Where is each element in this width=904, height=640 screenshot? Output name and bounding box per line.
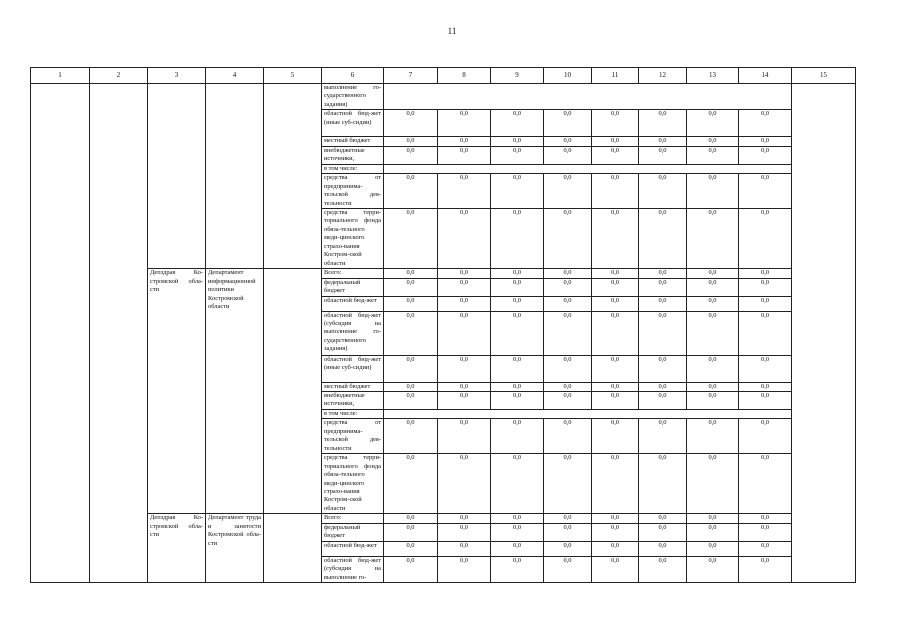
value-cell: 0,0: [639, 541, 687, 556]
value-cell: 0,0: [544, 419, 592, 454]
table-row: [31, 84, 856, 110]
funding-source: федеральный бюджет: [322, 278, 384, 296]
value-cell: 0,0: [491, 454, 544, 514]
value-cell: 0,0: [592, 146, 639, 164]
value-cell: 0,0: [592, 556, 639, 582]
funding-source: областной бюд-жет (субсидия на выполнение го-: [322, 556, 384, 582]
value-cell: 0,0: [592, 137, 639, 146]
value-cell: 0,0: [384, 311, 438, 355]
value-cell: 0,0: [544, 174, 592, 209]
value-cell: 0,0: [687, 355, 739, 382]
value-cell: 0,0: [639, 278, 687, 296]
value-cell: 0,0: [592, 278, 639, 296]
funding-source: выполнение го-сударственного задания): [322, 84, 384, 110]
value-cell: 0,0: [739, 208, 792, 268]
value-cell: 0,0: [491, 174, 544, 209]
value-cell: 0,0: [438, 269, 491, 278]
value-cell: 0,0: [739, 174, 792, 209]
value-cell: 0,0: [739, 296, 792, 311]
value-cell: 0,0: [384, 523, 438, 541]
funding-source: областной бюд-жет: [322, 541, 384, 556]
value-cell: 0,0: [544, 311, 592, 355]
funding-source: областной бюд-жет (иные суб-сидии): [322, 355, 384, 382]
value-cell: 0,0: [687, 419, 739, 454]
value-cell: 0,0: [639, 208, 687, 268]
value-cell: 0,0: [544, 146, 592, 164]
value-cell: 0,0: [739, 110, 792, 137]
value-cell: 0,0: [639, 391, 687, 409]
column-number-3: 3: [148, 68, 206, 84]
value-cell: 0,0: [639, 137, 687, 146]
funding-source: федеральный бюджет: [322, 523, 384, 541]
value-cell: 0,0: [438, 454, 491, 514]
value-cell: 0,0: [438, 391, 491, 409]
value-cell: 0,0: [491, 269, 544, 278]
value-cell: 0,0: [384, 382, 438, 391]
value-cell: 0,0: [739, 269, 792, 278]
table-row: [31, 269, 856, 278]
value-cell: 0,0: [491, 278, 544, 296]
funding-source: Всего:: [322, 514, 384, 523]
value-cell: 0,0: [544, 382, 592, 391]
column-number-10: 10: [544, 68, 592, 84]
value-cell: 0,0: [639, 523, 687, 541]
value-cell: 0,0: [739, 454, 792, 514]
value-cell: 0,0: [384, 541, 438, 556]
value-cell: 0,0: [687, 110, 739, 137]
column-number-13: 13: [687, 68, 739, 84]
funding-source: в том числе:: [322, 164, 384, 173]
value-cell: 0,0: [639, 269, 687, 278]
value-cell: 0,0: [544, 355, 592, 382]
value-cell: 0,0: [438, 541, 491, 556]
empty-cell-col-1: [31, 84, 90, 583]
value-cell: 0,0: [384, 454, 438, 514]
value-cell: 0,0: [687, 146, 739, 164]
value-cell: 0,0: [438, 556, 491, 582]
empty-cell-col-5: [264, 269, 322, 514]
executor-cell: Депздрав Ко-стромской обла-сти: [148, 269, 206, 514]
value-cell: 0,0: [544, 391, 592, 409]
funding-source: средства от предпринима-тельской дея-тельности: [322, 419, 384, 454]
column-number-9: 9: [491, 68, 544, 84]
value-cell: 0,0: [384, 146, 438, 164]
value-cell: 0,0: [438, 208, 491, 268]
value-cell: 0,0: [687, 523, 739, 541]
funding-source: областной бюд-жет (иные суб-сидии): [322, 110, 384, 137]
value-cell: 0,0: [687, 514, 739, 523]
column-number-15: 15: [792, 68, 856, 84]
value-cell: 0,0: [384, 296, 438, 311]
participant-cell: Департамент труда и занятости Костромской обла-сти: [206, 514, 264, 583]
value-cell: 0,0: [384, 514, 438, 523]
value-cell: 0,0: [544, 278, 592, 296]
funding-source: Всего:: [322, 269, 384, 278]
table-body: [31, 84, 856, 583]
value-cell: 0,0: [687, 391, 739, 409]
value-cell: 0,0: [639, 556, 687, 582]
funding-source: средства от предпринима-тельской дея-тельности: [322, 174, 384, 209]
funding-source: областной бюд-жет: [322, 296, 384, 311]
value-cell: 0,0: [491, 296, 544, 311]
value-cell: 0,0: [491, 146, 544, 164]
value-cell: 0,0: [739, 523, 792, 541]
value-cell: 0,0: [491, 137, 544, 146]
column-number-1: 1: [31, 68, 90, 84]
value-cell: 0,0: [687, 208, 739, 268]
value-cell: 0,0: [438, 174, 491, 209]
value-cell: 0,0: [384, 137, 438, 146]
value-cell: 0,0: [544, 208, 592, 268]
value-cell: 0,0: [639, 382, 687, 391]
value-cell: 0,0: [384, 419, 438, 454]
value-cell: 0,0: [592, 541, 639, 556]
value-cell: 0,0: [592, 208, 639, 268]
value-cell: 0,0: [544, 110, 592, 137]
value-cell: 0,0: [544, 523, 592, 541]
column-number-12: 12: [639, 68, 687, 84]
value-cell: 0,0: [687, 296, 739, 311]
column-number-6: 6: [322, 68, 384, 84]
value-cell: 0,0: [544, 514, 592, 523]
page-number: 11: [447, 26, 457, 36]
value-cell: 0,0: [592, 419, 639, 454]
value-cell: 0,0: [592, 382, 639, 391]
column-number-11: 11: [592, 68, 639, 84]
value-cell: 0,0: [384, 110, 438, 137]
funding-source: внебюджетные источники,: [322, 391, 384, 409]
empty-cell-col-15: [792, 84, 856, 583]
value-cell: 0,0: [592, 523, 639, 541]
value-cell: 0,0: [592, 355, 639, 382]
value-cell: 0,0: [592, 296, 639, 311]
value-cell: 0,0: [438, 146, 491, 164]
value-cell: 0,0: [639, 296, 687, 311]
funding-source: местный бюджет: [322, 137, 384, 146]
value-cell: 0,0: [544, 137, 592, 146]
funding-table: [30, 67, 856, 583]
value-cell: 0,0: [384, 391, 438, 409]
value-cell: 0,0: [544, 454, 592, 514]
funding-source: местный бюджет: [322, 382, 384, 391]
value-cell: 0,0: [592, 391, 639, 409]
value-cell: 0,0: [687, 269, 739, 278]
executor-cell: [148, 84, 206, 269]
column-number-7: 7: [384, 68, 438, 84]
value-cell: 0,0: [592, 514, 639, 523]
value-cell: 0,0: [384, 269, 438, 278]
value-cell: 0,0: [639, 174, 687, 209]
value-cell: 0,0: [384, 556, 438, 582]
value-cell: 0,0: [491, 514, 544, 523]
value-cell: 0,0: [739, 419, 792, 454]
value-cell: 0,0: [739, 311, 792, 355]
value-cell: 0,0: [687, 541, 739, 556]
value-cell: 0,0: [384, 355, 438, 382]
value-cell: 0,0: [491, 110, 544, 137]
column-number-2: 2: [90, 68, 148, 84]
funding-source: внебюджетные источники,: [322, 146, 384, 164]
value-cell: 0,0: [687, 311, 739, 355]
value-cell: 0,0: [592, 454, 639, 514]
column-number-14: 14: [739, 68, 792, 84]
value-cell: 0,0: [491, 382, 544, 391]
value-cell: 0,0: [687, 278, 739, 296]
value-cell: 0,0: [739, 278, 792, 296]
value-cell: 0,0: [639, 514, 687, 523]
value-cell: 0,0: [384, 278, 438, 296]
funding-source: в том числе:: [322, 409, 384, 418]
value-cell-span: [384, 409, 792, 418]
value-cell: 0,0: [438, 311, 491, 355]
table-row: [31, 514, 856, 523]
value-cell: 0,0: [544, 269, 592, 278]
empty-cell-col-5: [264, 84, 322, 269]
value-cell: 0,0: [592, 311, 639, 355]
value-cell: 0,0: [544, 556, 592, 582]
value-cell: 0,0: [639, 419, 687, 454]
column-number-5: 5: [264, 68, 322, 84]
value-cell: 0,0: [592, 110, 639, 137]
value-cell: 0,0: [438, 382, 491, 391]
funding-source: средства терри-ториального фонда обяза-тельного меди-цинского страхо-вания Костром-ской области: [322, 208, 384, 268]
value-cell: 0,0: [438, 419, 491, 454]
value-cell: 0,0: [544, 541, 592, 556]
value-cell: 0,0: [491, 556, 544, 582]
value-cell: 0,0: [639, 454, 687, 514]
value-cell: 0,0: [739, 391, 792, 409]
value-cell: 0,0: [739, 514, 792, 523]
value-cell: 0,0: [687, 556, 739, 582]
participant-cell: [206, 84, 264, 269]
value-cell-span: [384, 84, 792, 110]
value-cell: 0,0: [491, 523, 544, 541]
value-cell: 0,0: [739, 146, 792, 164]
value-cell: 0,0: [491, 419, 544, 454]
value-cell: 0,0: [491, 355, 544, 382]
value-cell: 0,0: [491, 311, 544, 355]
value-cell-span: [384, 164, 792, 173]
executor-cell: Депздрав Ко-стромской обла-сти: [148, 514, 206, 583]
value-cell: 0,0: [639, 355, 687, 382]
value-cell: 0,0: [491, 208, 544, 268]
value-cell: 0,0: [739, 541, 792, 556]
value-cell: 0,0: [739, 556, 792, 582]
funding-source: средства терри-ториального фонда обяза-тельного меди-цинского страхо-вания Костром-ской области: [322, 454, 384, 514]
column-number-4: 4: [206, 68, 264, 84]
value-cell: 0,0: [438, 514, 491, 523]
value-cell: 0,0: [592, 269, 639, 278]
value-cell: 0,0: [639, 110, 687, 137]
value-cell: 0,0: [384, 174, 438, 209]
value-cell: 0,0: [438, 523, 491, 541]
value-cell: 0,0: [438, 110, 491, 137]
column-number-row: [31, 68, 856, 84]
value-cell: 0,0: [592, 174, 639, 209]
funding-source: областной бюд-жет (субсидия на выполнение го-сударственного задания): [322, 311, 384, 355]
empty-cell-col-5: [264, 514, 322, 583]
column-number-8: 8: [438, 68, 491, 84]
value-cell: 0,0: [639, 146, 687, 164]
value-cell: 0,0: [438, 137, 491, 146]
value-cell: 0,0: [687, 454, 739, 514]
value-cell: 0,0: [687, 137, 739, 146]
value-cell: 0,0: [491, 541, 544, 556]
value-cell: 0,0: [739, 137, 792, 146]
value-cell: 0,0: [687, 382, 739, 391]
value-cell: 0,0: [384, 208, 438, 268]
value-cell: 0,0: [438, 278, 491, 296]
value-cell: 0,0: [687, 174, 739, 209]
value-cell: 0,0: [739, 355, 792, 382]
value-cell: 0,0: [544, 296, 592, 311]
value-cell: 0,0: [491, 391, 544, 409]
empty-cell-col-2: [90, 84, 148, 583]
value-cell: 0,0: [639, 311, 687, 355]
value-cell: 0,0: [739, 382, 792, 391]
participant-cell: Департамент информационной политики Костромской области: [206, 269, 264, 514]
value-cell: 0,0: [438, 296, 491, 311]
value-cell: 0,0: [438, 355, 491, 382]
